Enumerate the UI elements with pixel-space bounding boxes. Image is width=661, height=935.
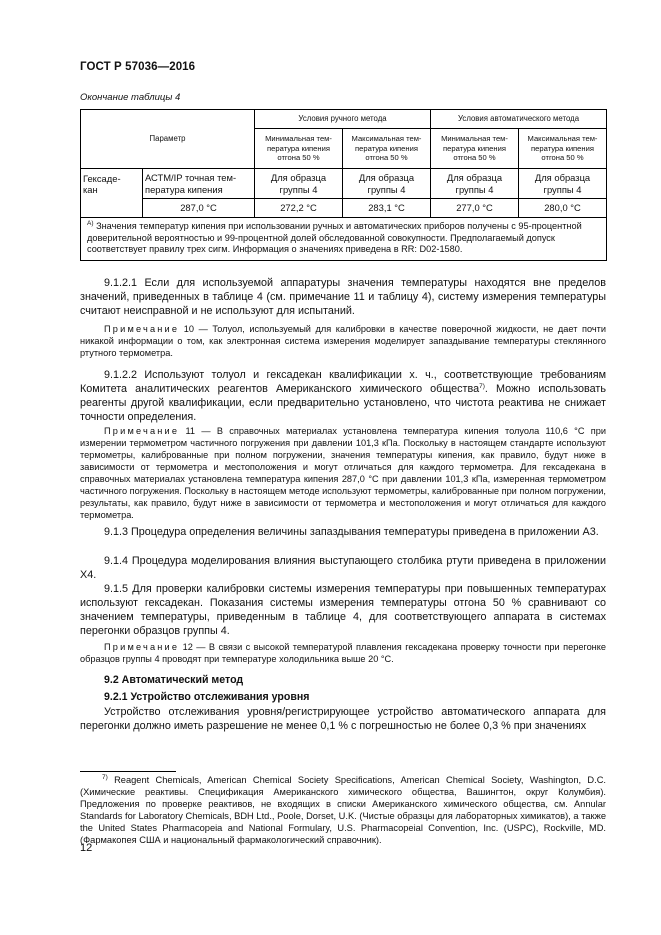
note-11	[80, 425, 606, 521]
footnote-divider	[80, 771, 176, 772]
auto-max-header: Максимальная тем- пература кипения отгона 50 %	[519, 129, 607, 169]
paragraph-9-1-2-2-end: . Можно использовать реагенты другой квалификации, если предварительно установлено, что чистота реактива не снижает точности определения.	[80, 383, 606, 423]
footnote-ref-7: 7)	[479, 383, 485, 390]
hexadecane-cell: Гексаде- кан	[81, 169, 143, 218]
table-footnote	[81, 218, 607, 261]
table-footnote-text: Значения температур кипения при использовании ручных и автоматических приборов получены с 95-процентной доверительной вероятностью и 99-процентной долей обследованной совокупности. Предполагаемый допуск соответствует правилу трех сигм. Информация о значениях приведена в RR: D02-1580.	[87, 221, 582, 254]
footnote-7-text: Reagent Chemicals, American Chemical Society Specifications, American Chemical Society, Washington, D.C. (Химические реактивы. Спецификация Американского химического общества, Вашингтон, округ Колумбия). Предложения по проверке реактивов, не входящих в списки Американского химического общества, см. Annular Standards for Laboratory Chemicals, BDH Ltd., Poole, Dorset, U.K. (Чистые образцы для лабораторных химикатов), а также the United States Pharmacopeia and National Formulary, U.S. Pharmacopeial Convention, Inc. (USPC), Rockville, MD. (Фармакопея США и национальный фармакологический справочник).	[80, 775, 606, 845]
group4-cell: Для образца группы 4	[519, 169, 607, 199]
group4-cell: Для образца группы 4	[343, 169, 431, 199]
group4-cell: Для образца группы 4	[255, 169, 343, 199]
paragraph-9-1-3: 9.1.3 Процедура определения величины запаздывания температуры приведена в приложении А3.	[104, 526, 599, 538]
astm-boiling-point-label: АСТМ/IP точная тем- пература кипения	[143, 169, 255, 199]
paragraph-9-1-2-2-start: 9.1.2.2 Используют толуол и гексадекан квалификации х. ч., соответствующие требованиям Комитета аналитических реагентов Американского химического общества	[80, 369, 606, 395]
manual-max-header: Максимальная тем- пература кипения отгона 50 %	[343, 129, 431, 169]
paragraph-9-1-2-1: 9.1.2.1 Если для используемой аппаратуры значения температуры находятся вне пределов значений, приведенных в таблице 4 (см. примечание 11 и таблицу 4), систему измерения температуры считают неисправной и не используют для испытаний.	[80, 277, 606, 317]
paragraph-9-2-1: Устройство отслеживания уровня/регистрирующее устройство автоматического аппарата для перегонки должно иметь разрешение не менее 0,1 % с погрешностью не более 0,3 % при значениях	[80, 706, 606, 732]
table-4-continuation	[80, 109, 607, 261]
note-label: Примечание	[104, 426, 180, 436]
note-10	[80, 323, 606, 359]
page-number: 12	[80, 842, 93, 854]
section-9-2-heading: 9.2 Автоматический метод	[104, 674, 244, 686]
paragraph-9-1-2-2	[80, 368, 606, 424]
param-header: Параметр	[81, 110, 255, 169]
value-cell: 283,1 °С	[343, 199, 431, 218]
standard-header: ГОСТ Р 57036—2016	[80, 61, 196, 73]
section-9-2-1-heading: 9.2.1 Устройство отслеживания уровня	[104, 691, 310, 703]
note-label: Примечание	[104, 642, 180, 652]
footnote-7	[80, 774, 606, 846]
value-cell: 280,0 °С	[519, 199, 607, 218]
value-cell: 272,2 °С	[255, 199, 343, 218]
note-10-text: 10 — Толуол, используемый для калибровки в качестве поверочной жидкости, не дает почти никакой информации о том, как электронная система измерения моделирует запаздывание температуры стеклянного ртутного термометра.	[80, 324, 606, 358]
auto-method-header: Условия автоматического метода	[431, 110, 607, 129]
footnote-7-marker: 7)	[102, 774, 108, 781]
group4-cell: Для образца группы 4	[431, 169, 519, 199]
value-cell: 277,0 °С	[431, 199, 519, 218]
value-cell: 287,0 °С	[143, 199, 255, 218]
note-12-text: 12 — В связи с высокой температурой плавления гексадекана проверку точности при перегонке образцов группы 4 проводят при температуре холодильника выше 20 °С.	[80, 642, 606, 664]
paragraph-9-1-5: 9.1.5 Для проверки калибровки системы измерения температуры при повышенных температурах используют гексадекан. Показания системы измерения температуры отгона 50 % сравнивают со значением температуры, приведенным в таблице 4, для соответствующего аппарата в системах перегонки образцов группы 4.	[80, 583, 606, 637]
note-11-text: 11 — В справочных материалах установлена температура кипения толуола 110,6 °С при измерении термометром частичного погружения при давлении 101,3 кПа. Поскольку в настоящем стандарте используют термометры, калиброванные при полном погружении, значения температуры кипения, как правило, будут ниже в зависимости от термометра и местоположения и могут отличаться для каждого термометра. Для гексадекана в справочных материалах установлена температура кипения 287,0 °С при давлении 101,3 кПа, измеренная термометром частичного погружения. Поскольку в настоящем методе используют термометры, калиброванные при полном погружении, результаты, как правило, будут ниже в зависимости от термометра и местоположения и могут отличаться для каждого термометра.	[80, 426, 606, 520]
manual-method-header: Условия ручного метода	[255, 110, 431, 129]
note-label: Примечание	[104, 324, 180, 334]
note-12	[80, 641, 606, 665]
auto-min-header: Минимальная тем- пература кипения отгона 50 %	[431, 129, 519, 169]
table-caption: Окончание таблицы 4	[80, 92, 181, 103]
paragraph-9-1-4: 9.1.4 Процедура моделирования влияния выступающего столбика ртути приведена в приложении Х4.	[80, 555, 606, 581]
footnote-marker: A)	[87, 220, 94, 227]
manual-min-header: Минимальная тем- пература кипения отгона 50 %	[255, 129, 343, 169]
